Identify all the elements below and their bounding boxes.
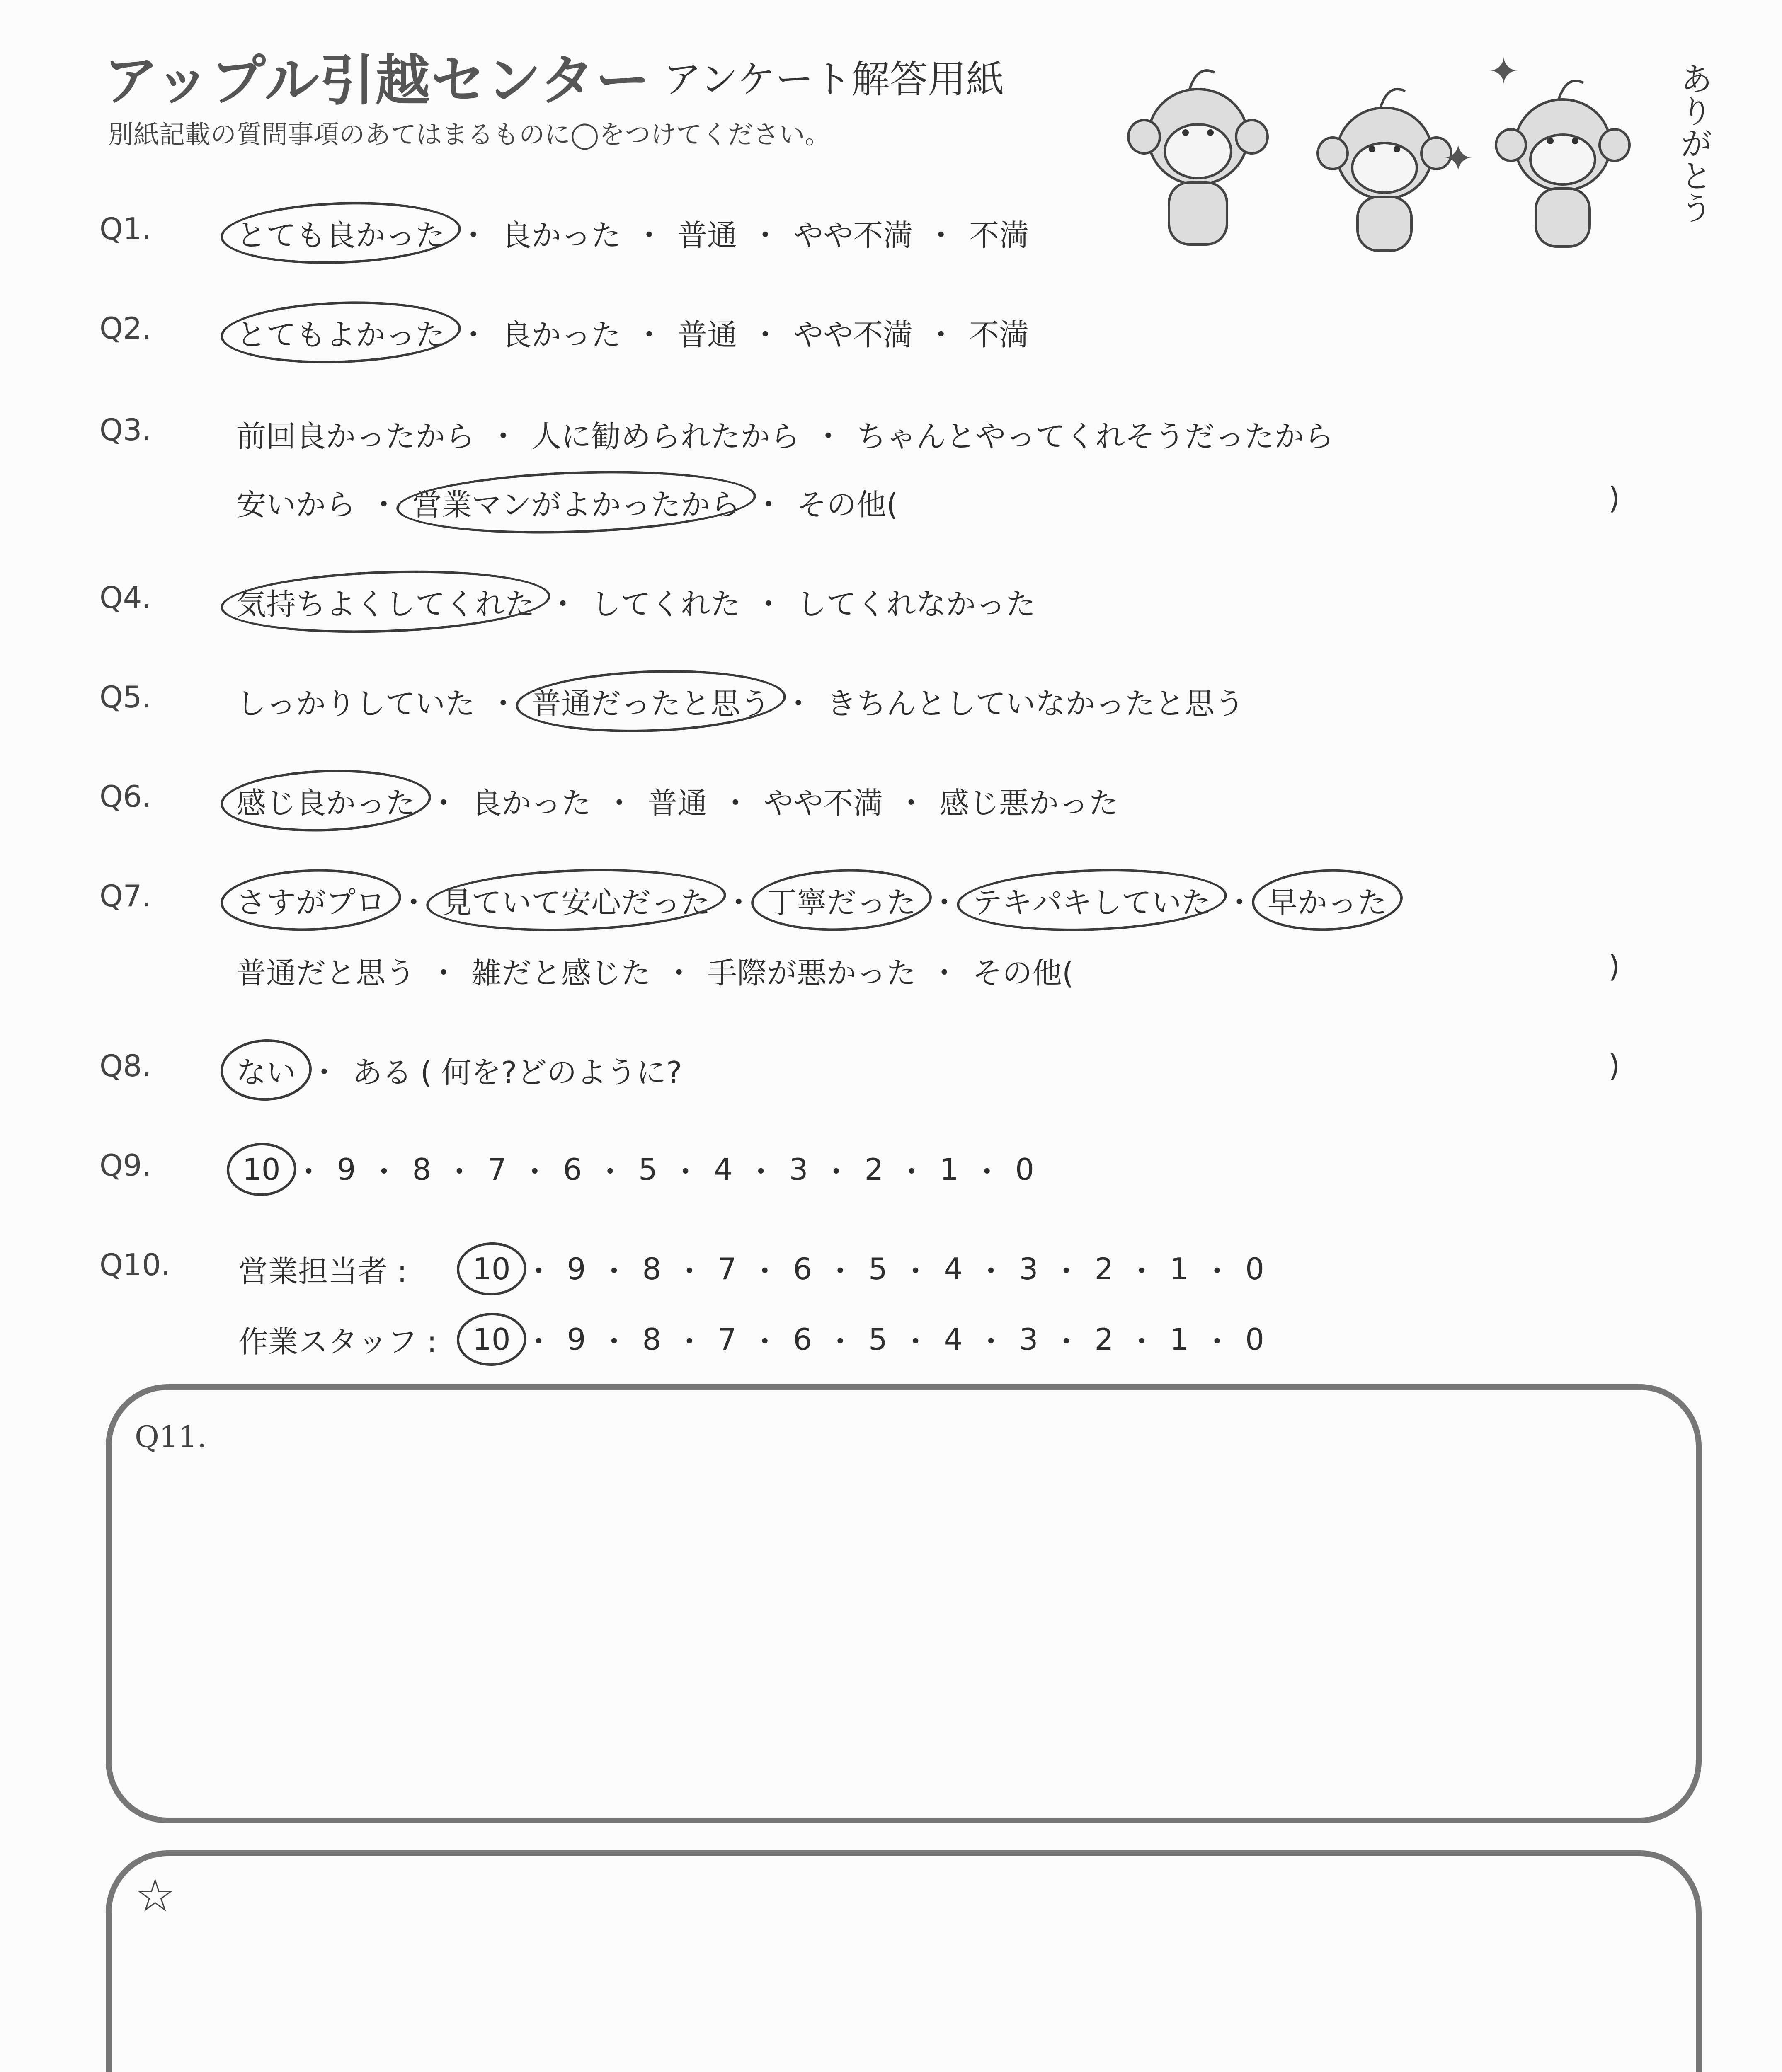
separator: ・ [634, 317, 664, 352]
separator: ・ [599, 1324, 629, 1359]
q8-detail-prompt[interactable]: ( 何を?どのように? [420, 1055, 682, 1090]
q6-option[interactable]: 普通 [647, 786, 708, 821]
q3-option[interactable]: 人に勧められたから [531, 419, 800, 454]
separator: ・ [674, 1254, 705, 1289]
q3-option[interactable]: 前回良かったから [236, 419, 475, 454]
separator: ・ [896, 786, 926, 821]
q10-sales-options [468, 1247, 1268, 1290]
q9-option[interactable]: 8 [412, 1152, 432, 1187]
q3-option-selected[interactable]: 営業マンがよかったから [408, 481, 744, 524]
separator: ・ [750, 1324, 780, 1359]
separator: ・ [976, 1324, 1006, 1359]
q7-options-line1 [232, 879, 1391, 922]
q10-staff-option[interactable]: 9 [567, 1322, 586, 1357]
separator: ・ [1202, 1324, 1232, 1359]
monkey-mascots-illustration [1119, 58, 1675, 257]
q7-option-selected[interactable]: 丁寧だった [763, 879, 920, 922]
separator: ・ [429, 786, 459, 821]
instruction-text: 別紙記載の質問事項のあてはまるものに◯をつけてください。 [108, 119, 831, 150]
q7-option-selected[interactable]: 見ていて安心だった [438, 879, 715, 922]
separator: ・ [900, 1324, 931, 1359]
q1-option-selected[interactable]: とても良かった [232, 211, 449, 254]
q9-option-selected[interactable]: 10 [238, 1152, 285, 1187]
separator: ・ [900, 1254, 931, 1289]
q7-option-selected[interactable]: テキパキしていた [968, 879, 1215, 922]
q10-staff-label: 作業スタッフ : [238, 1324, 437, 1359]
separator: ・ [664, 956, 694, 990]
q8-options [232, 1048, 686, 1092]
separator: ・ [309, 1055, 339, 1090]
separator: ・ [488, 419, 519, 454]
separator: ・ [897, 1155, 927, 1189]
separator: ・ [750, 1254, 780, 1289]
q4-option[interactable]: してくれた [591, 587, 741, 622]
q10-sales-option[interactable]: 1 [1170, 1251, 1189, 1286]
separator: ・ [1127, 1324, 1157, 1359]
q8-close-paren: ) [1608, 1048, 1620, 1083]
sparkle-icon: ✦ [1488, 50, 1520, 93]
separator: ・ [488, 686, 519, 721]
q9-option[interactable]: 5 [638, 1152, 657, 1187]
q8-label: Q8. [99, 1048, 152, 1083]
separator: ・ [750, 218, 781, 253]
q5-option[interactable]: きちんとしていなかったと思う [827, 686, 1245, 721]
q7-label: Q7. [99, 879, 152, 913]
q1-option[interactable]: やや不満 [793, 218, 913, 253]
separator: ・ [548, 587, 578, 622]
q9-option[interactable]: 6 [563, 1152, 582, 1187]
q9-option[interactable]: 9 [337, 1152, 356, 1187]
separator: ・ [754, 487, 784, 522]
separator: ・ [1202, 1254, 1232, 1289]
q7-option[interactable]: 普通だと思う [236, 956, 416, 990]
separator: ・ [429, 956, 459, 990]
q1-label: Q1. [99, 211, 152, 246]
q6-option[interactable]: 良かった [472, 786, 592, 821]
q10-staff-option[interactable]: 7 [718, 1322, 737, 1357]
separator: ・ [754, 587, 784, 622]
separator: ・ [444, 1155, 475, 1189]
q5-label: Q5. [99, 680, 152, 714]
separator: ・ [750, 317, 781, 352]
separator: ・ [929, 885, 960, 920]
separator: ・ [458, 218, 489, 253]
q10-staff-options [468, 1318, 1268, 1361]
q2-option[interactable]: 普通 [677, 317, 737, 352]
separator: ・ [399, 885, 429, 920]
separator: ・ [458, 317, 489, 352]
separator: ・ [1224, 885, 1255, 920]
separator: ・ [783, 686, 814, 721]
separator: ・ [1127, 1254, 1157, 1289]
separator: ・ [520, 1155, 550, 1189]
q10-sales-option-selected[interactable]: 10 [468, 1251, 515, 1286]
q1-option[interactable]: 不満 [969, 218, 1029, 253]
q6-options [232, 779, 1123, 822]
q7-option-selected[interactable]: 早かった [1263, 879, 1391, 922]
q10-sales-option[interactable]: 5 [868, 1251, 887, 1286]
separator: ・ [369, 1155, 399, 1189]
q10-sales-option[interactable]: 7 [718, 1251, 737, 1286]
form-subtitle: アンケート解答用紙 [663, 57, 1004, 102]
q2-options [232, 311, 1033, 354]
q6-option[interactable]: 感じ悪かった [939, 786, 1119, 821]
q6-option[interactable]: やや不満 [764, 786, 883, 821]
q10-staff-option[interactable]: 4 [943, 1322, 963, 1357]
separator: ・ [926, 317, 956, 352]
q9-option[interactable]: 3 [789, 1152, 808, 1187]
separator: ・ [524, 1254, 554, 1289]
q5-option[interactable]: しっかりしていた [236, 686, 475, 721]
q10-sales-label: 営業担当者 : [238, 1254, 407, 1289]
q10-sales-option[interactable]: 3 [1019, 1251, 1038, 1286]
separator: ・ [670, 1155, 701, 1189]
q7-option-selected[interactable]: さすがプロ [232, 879, 390, 922]
separator: ・ [1051, 1324, 1081, 1359]
separator: ・ [524, 1324, 554, 1359]
separator: ・ [604, 786, 635, 821]
q10-staff-option-selected[interactable]: 10 [468, 1322, 515, 1357]
q6-label: Q6. [99, 779, 152, 814]
separator: ・ [599, 1254, 629, 1289]
q9-option[interactable]: 1 [940, 1152, 959, 1187]
q10-sales-option[interactable]: 0 [1245, 1251, 1264, 1286]
q7-close-paren: ) [1608, 949, 1620, 984]
q4-label: Q4. [99, 580, 152, 615]
q7-options-line2 [232, 949, 1078, 992]
q3-option[interactable]: ちゃんとやってくれそうだったから [856, 419, 1334, 454]
q10-label: Q10. [99, 1247, 171, 1282]
separator: ・ [293, 1155, 324, 1189]
separator: ・ [929, 956, 960, 990]
q2-label: Q2. [99, 311, 152, 346]
separator: ・ [813, 419, 844, 454]
q4-option[interactable]: してくれなかった [797, 587, 1036, 622]
q9-label: Q9. [99, 1148, 152, 1183]
q1-option[interactable]: 普通 [677, 218, 737, 253]
q8-option-selected[interactable]: ない [232, 1048, 300, 1092]
separator: ・ [825, 1324, 855, 1359]
separator: ・ [746, 1155, 776, 1189]
separator: ・ [724, 885, 754, 920]
q10-staff-option[interactable]: 1 [1170, 1322, 1189, 1357]
q11-label: Q11. [135, 1419, 207, 1454]
q2-option-selected[interactable]: とてもよかった [232, 311, 449, 354]
sparkle-icon: ✦ [1443, 137, 1474, 180]
separator: ・ [1051, 1254, 1081, 1289]
q7-option[interactable]: 雑だと感じた [472, 956, 651, 990]
q5-options [232, 680, 1249, 723]
q10-staff-option[interactable]: 3 [1019, 1322, 1038, 1357]
q10-sales-option[interactable]: 8 [642, 1251, 662, 1286]
q2-option[interactable]: 不満 [969, 317, 1029, 352]
q4-options [232, 580, 1040, 623]
q5-option-selected[interactable]: 普通だったと思う [527, 680, 774, 723]
separator: ・ [821, 1155, 851, 1189]
star-comment-box[interactable] [106, 1850, 1702, 2072]
separator: ・ [369, 487, 399, 522]
q10-sales-option[interactable]: 6 [793, 1251, 812, 1286]
q3-close-paren: ) [1608, 481, 1620, 516]
separator: ・ [674, 1324, 705, 1359]
separator: ・ [634, 218, 664, 253]
star-icon: ☆ [135, 1869, 176, 1922]
q3-label: Q3. [99, 412, 152, 447]
separator: ・ [976, 1254, 1006, 1289]
q9-option[interactable]: 4 [713, 1152, 733, 1187]
separator: ・ [595, 1155, 625, 1189]
q1-options [232, 211, 1033, 254]
q10-sales-option[interactable]: 2 [1094, 1251, 1114, 1286]
q1-option[interactable]: 良かった [502, 218, 621, 253]
q7-option-other[interactable]: その他( [972, 956, 1074, 990]
q2-option[interactable]: 良かった [502, 317, 621, 352]
q10-staff-option[interactable]: 6 [793, 1322, 812, 1357]
q10-sales-option[interactable]: 4 [943, 1251, 963, 1286]
separator: ・ [926, 218, 956, 253]
q11-comment-box[interactable] [106, 1384, 1702, 1823]
company-title: アップル引越センター [104, 49, 651, 113]
q3-options-line1 [232, 412, 1338, 455]
q10-staff-option[interactable]: 8 [642, 1322, 662, 1357]
q8-option[interactable]: ある [352, 1055, 412, 1090]
q3-option[interactable]: 安いから [236, 487, 356, 522]
arigatou-text: ありがとう [1675, 62, 1712, 224]
separator: ・ [720, 786, 751, 821]
q9-option[interactable]: 0 [1015, 1152, 1034, 1187]
separator: ・ [972, 1155, 1002, 1189]
q10-staff-option[interactable]: 2 [1094, 1322, 1114, 1357]
q9-options [238, 1148, 1038, 1191]
q10-staff-option[interactable]: 0 [1245, 1322, 1264, 1357]
q6-option-selected[interactable]: 感じ良かった [232, 779, 419, 822]
q3-option-other[interactable]: その他( [797, 487, 898, 522]
q4-option-selected[interactable]: 気持ちよくしてくれた [232, 580, 539, 623]
q10-sales-option[interactable]: 9 [567, 1251, 586, 1286]
separator: ・ [825, 1254, 855, 1289]
q10-staff-option[interactable]: 5 [868, 1322, 887, 1357]
q3-options-line2 [232, 481, 902, 524]
q9-option[interactable]: 2 [864, 1152, 884, 1187]
q2-option[interactable]: やや不満 [793, 317, 913, 352]
q7-option[interactable]: 手際が悪かった [707, 956, 916, 990]
q9-option[interactable]: 7 [487, 1152, 507, 1187]
